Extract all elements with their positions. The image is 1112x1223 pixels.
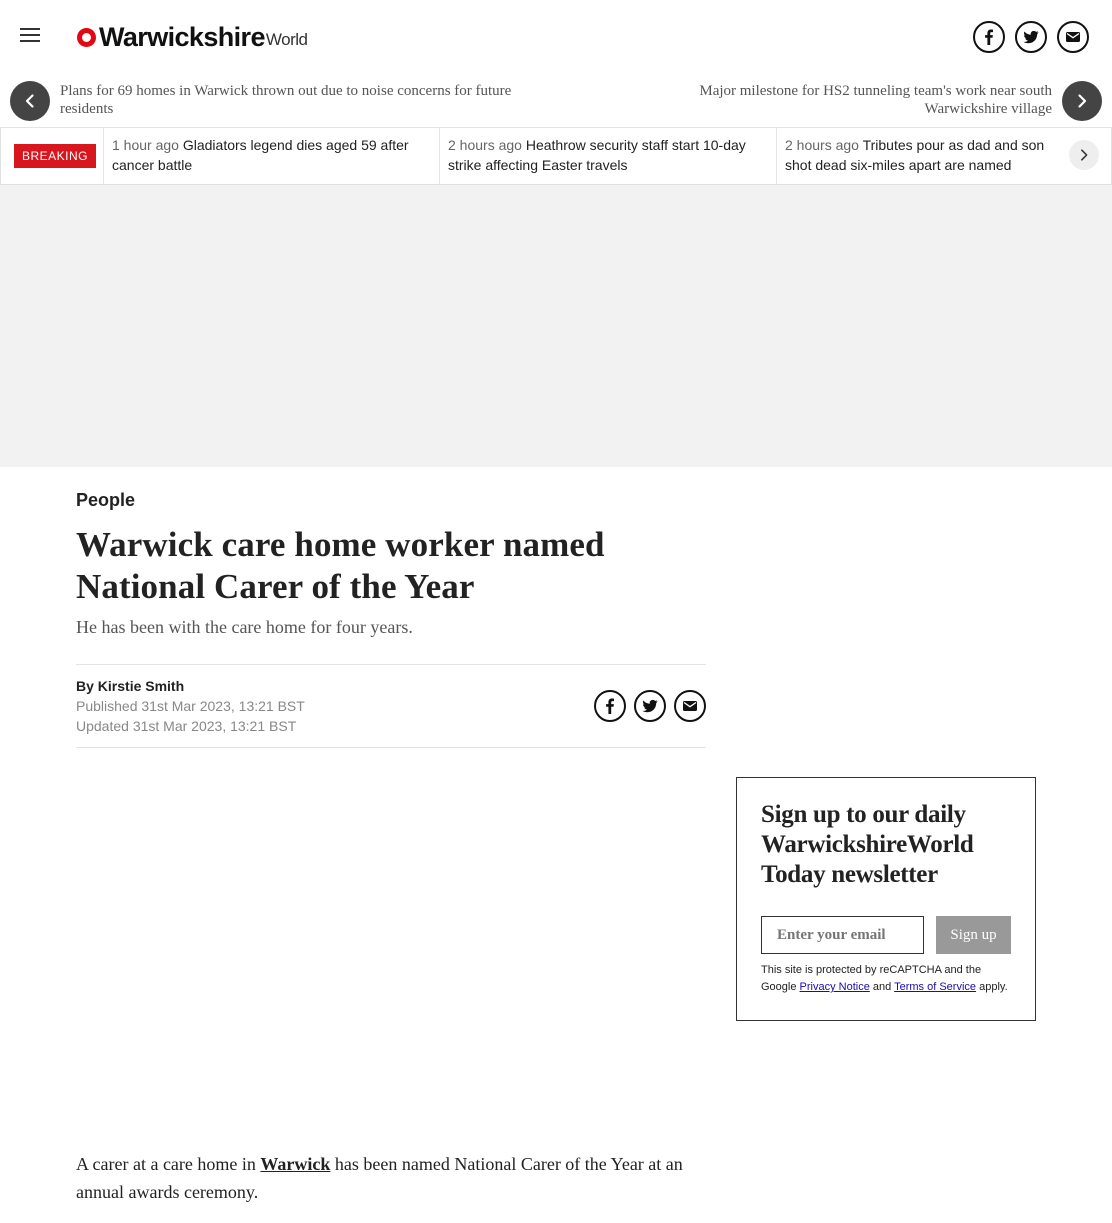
fine-text: apply. (976, 981, 1008, 993)
divider (103, 128, 104, 184)
menu-icon[interactable] (20, 28, 40, 46)
logo-dot-icon (77, 28, 96, 47)
standfirst: He has been with the care home for four years. (76, 617, 413, 637)
logo-sub-text: World (265, 30, 308, 49)
fine-text: This site is protected by reCAPTCHA and the Google (761, 964, 982, 993)
published-date: Published 31st Mar 2023, 13:21 BST (76, 698, 305, 714)
facebook-icon[interactable] (594, 690, 626, 722)
article-nav (0, 74, 1112, 128)
email-icon[interactable] (674, 690, 706, 722)
terms-of-service-link[interactable]: Terms of Service (894, 981, 977, 993)
previous-article-link[interactable]: Plans for 69 homes in Warwick thrown out due to noise concerns for future residents (60, 83, 512, 117)
breaking-headline: Heathrow security staff start 10-day strike affecting Easter travels (448, 137, 746, 173)
next-article-link[interactable]: Major milestone for HS2 tunneling team's work near south Warwickshire village (699, 83, 1052, 117)
twitter-icon[interactable] (634, 690, 666, 722)
breaking-news-bar (0, 128, 1112, 185)
divider (776, 128, 777, 184)
fine-text: and (869, 981, 895, 993)
author-prefix: By (76, 678, 98, 694)
newsletter-signup (736, 777, 1036, 1021)
email-input[interactable] (761, 916, 924, 954)
article-body-paragraph (76, 1150, 706, 1206)
article-share (594, 690, 706, 722)
chevron-right-icon[interactable] (1069, 140, 1099, 170)
breaking-item[interactable] (448, 135, 748, 175)
author (76, 678, 184, 694)
chevron-left-icon[interactable] (10, 81, 50, 121)
logo-main-text: Warwickshire (99, 22, 265, 52)
breaking-time: 1 hour ago (112, 137, 179, 153)
facebook-icon[interactable] (973, 21, 1005, 53)
header-social (973, 21, 1089, 53)
byline (76, 664, 706, 748)
author-link[interactable]: Kirstie Smith (97, 678, 185, 694)
site-header (0, 0, 1112, 74)
breaking-item[interactable] (785, 135, 1055, 175)
sign-up-button[interactable]: Sign up (936, 916, 1011, 954)
breaking-headline: Tributes pour as dad and son shot dead six-miles apart are named (785, 137, 1045, 173)
chevron-right-icon[interactable] (1062, 81, 1102, 121)
ad-slot (0, 185, 1112, 467)
breaking-item[interactable] (112, 135, 412, 175)
site-logo[interactable] (77, 22, 307, 52)
divider (439, 128, 440, 184)
email-icon[interactable] (1057, 21, 1089, 53)
section-label[interactable]: People (76, 490, 136, 510)
newsletter-title: Sign up to our daily WarwickshireWorld Today newsletter (761, 801, 974, 888)
twitter-icon[interactable] (1015, 21, 1047, 53)
breaking-time: 2 hours ago (785, 137, 859, 153)
updated-date: Updated 31st Mar 2023, 13:21 BST (76, 718, 297, 734)
privacy-notice-link[interactable]: Privacy Notice (799, 981, 870, 993)
breaking-time: 2 hours ago (448, 137, 522, 153)
page-title: Warwick care home worker named National Carer of the Year (76, 525, 605, 606)
recaptcha-notice (761, 962, 1017, 996)
body-text-start: A carer at a care home in (76, 1154, 261, 1174)
newsletter-form (761, 916, 1011, 954)
body-text-end: has been named National Carer of the Year at an annual awards ceremony. (76, 1154, 683, 1202)
breaking-headline: Gladiators legend dies aged 59 after cancer battle (112, 137, 409, 173)
warwick-link[interactable]: Warwick (260, 1154, 331, 1174)
breaking-badge: BREAKING (14, 144, 96, 168)
